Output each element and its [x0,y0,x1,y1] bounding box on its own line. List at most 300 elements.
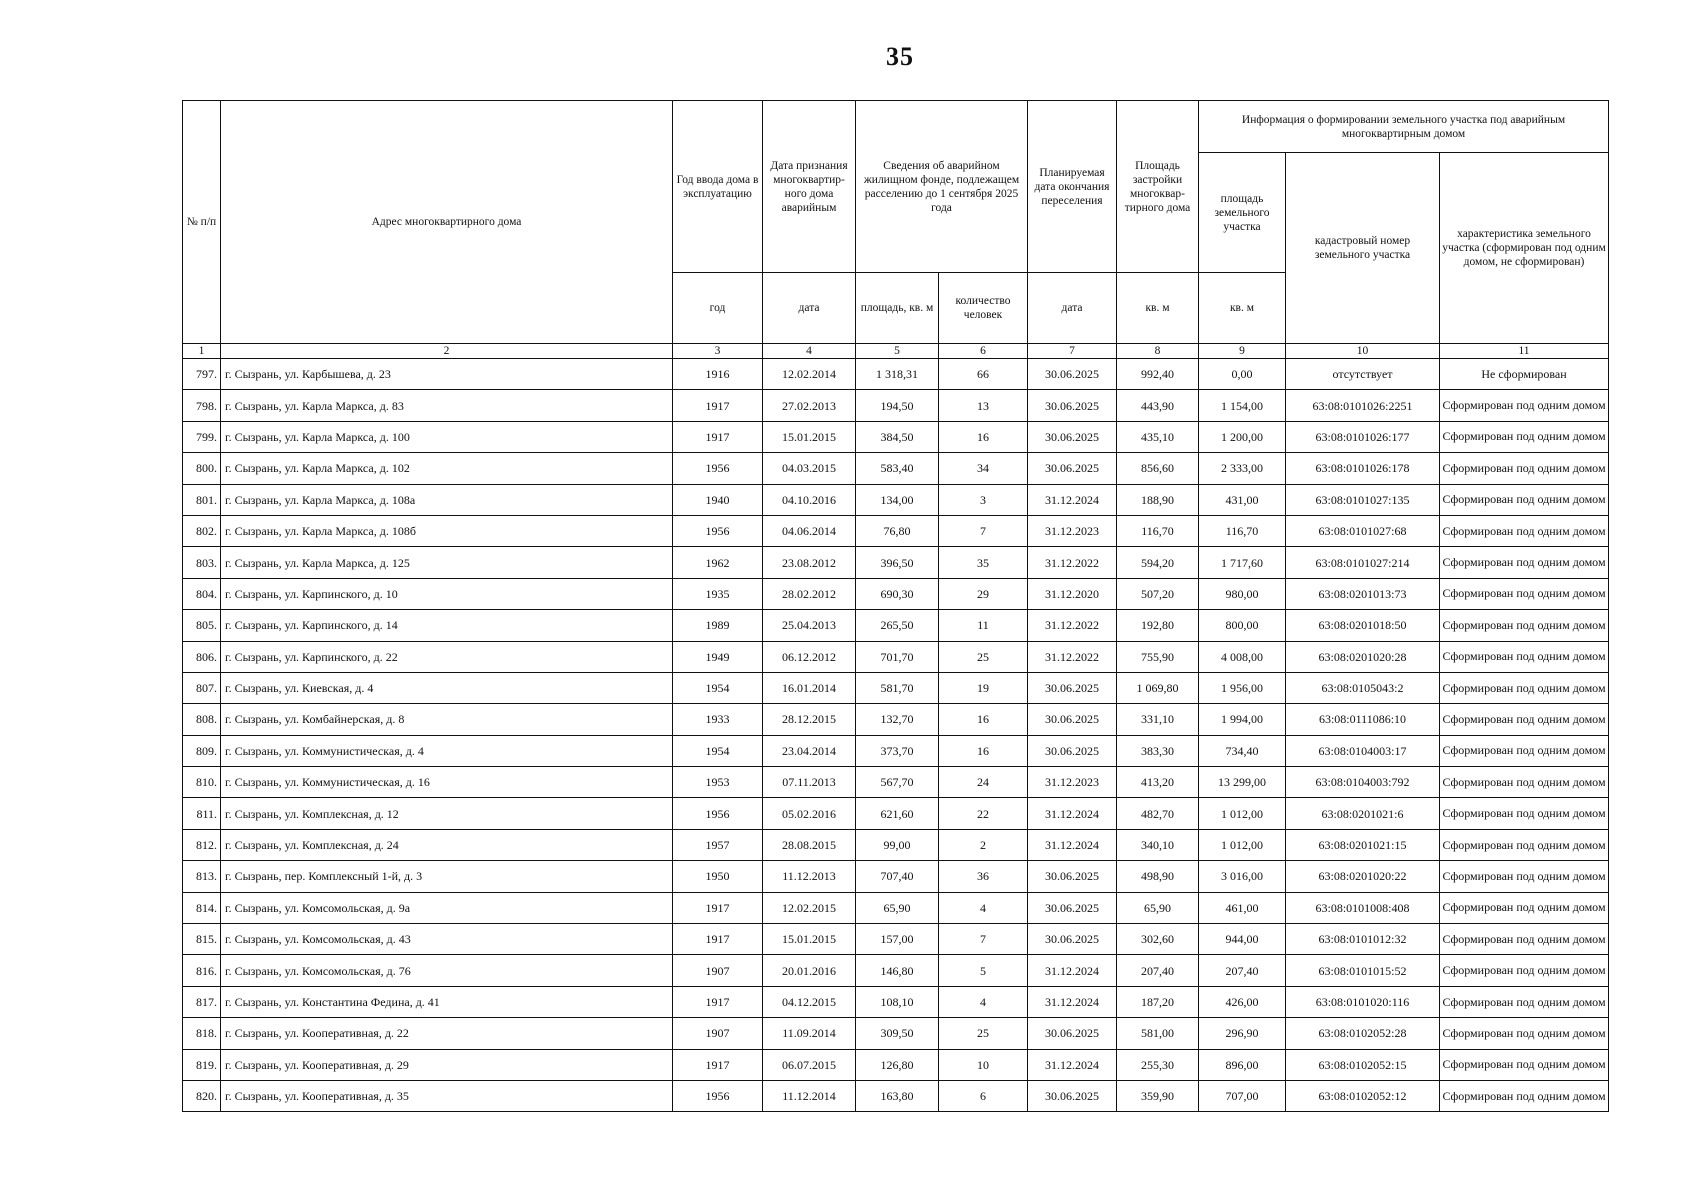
address-cell: г. Сызрань, ул. Карпинского, д. 10 [221,578,673,609]
emergency-date-cell: 16.01.2014 [763,672,856,703]
people-count-cell: 13 [939,390,1028,421]
planned-date-cell: 31.12.2023 [1028,515,1117,546]
people-count-cell: 19 [939,672,1028,703]
build-area-cell: 207,40 [1117,955,1199,986]
column-number: 9 [1199,344,1286,359]
column-number: 1 [183,344,221,359]
land-area-cell: 1 012,00 [1199,798,1286,829]
cadastral-number-cell: 63:08:0104003:17 [1286,735,1440,766]
emergency-area-cell: 99,00 [856,829,939,860]
year-cell: 1956 [673,1080,763,1111]
header-land-info: Информация о формировании земельного участка под аварийным многоквартирным домом [1199,101,1609,153]
build-area-cell: 435,10 [1117,421,1199,452]
year-cell: 1933 [673,704,763,735]
header-planned-date: Планируемая дата окончания переселения [1028,101,1117,273]
header-cadastral: кадастровый номер земельного участка [1286,153,1440,344]
year-cell: 1953 [673,767,763,798]
planned-date-cell: 30.06.2025 [1028,672,1117,703]
emergency-date-cell: 23.08.2012 [763,547,856,578]
people-count-cell: 11 [939,610,1028,641]
year-cell: 1954 [673,735,763,766]
address-cell: г. Сызрань, ул. Карла Маркса, д. 100 [221,421,673,452]
address-cell: г. Сызрань, ул. Коммунистическая, д. 16 [221,767,673,798]
planned-date-cell: 31.12.2024 [1028,798,1117,829]
emergency-date-cell: 27.02.2013 [763,390,856,421]
year-cell: 1935 [673,578,763,609]
table-row [183,1018,1609,1049]
table-row [183,1049,1609,1080]
emergency-date-cell: 04.10.2016 [763,484,856,515]
build-area-cell: 302,60 [1117,924,1199,955]
build-area-cell: 856,60 [1117,453,1199,484]
land-area-cell: 296,90 [1199,1018,1286,1049]
emergency-area-cell: 690,30 [856,578,939,609]
year-cell: 1949 [673,641,763,672]
year-cell: 1917 [673,986,763,1017]
land-status-cell: Сформирован под одним домом [1440,610,1609,641]
year-cell: 1917 [673,892,763,923]
land-area-cell: 431,00 [1199,484,1286,515]
address-cell: г. Сызрань, ул. Комплексная, д. 12 [221,798,673,829]
planned-date-cell: 31.12.2024 [1028,986,1117,1017]
unit-area: площадь, кв. м [856,273,939,344]
row-number: 818. [183,1018,221,1049]
unit-people: количество человек [939,273,1028,344]
row-number: 803. [183,547,221,578]
row-number: 815. [183,924,221,955]
table-row [183,892,1609,923]
table-row [183,672,1609,703]
planned-date-cell: 30.06.2025 [1028,453,1117,484]
people-count-cell: 16 [939,704,1028,735]
row-number: 797. [183,359,221,390]
cadastral-number-cell: 63:08:0201018:50 [1286,610,1440,641]
people-count-cell: 22 [939,798,1028,829]
address-cell: г. Сызрань, ул. Карла Маркса, д. 125 [221,547,673,578]
emergency-area-cell: 701,70 [856,641,939,672]
build-area-cell: 340,10 [1117,829,1199,860]
land-status-cell: Сформирован под одним домом [1440,578,1609,609]
table-row [183,421,1609,452]
emergency-date-cell: 23.04.2014 [763,735,856,766]
build-area-cell: 255,30 [1117,1049,1199,1080]
planned-date-cell: 30.06.2025 [1028,390,1117,421]
land-area-cell: 1 956,00 [1199,672,1286,703]
build-area-cell: 192,80 [1117,610,1199,641]
emergency-area-cell: 373,70 [856,735,939,766]
planned-date-cell: 31.12.2022 [1028,610,1117,641]
emergency-date-cell: 28.08.2015 [763,829,856,860]
unit-year: год [673,273,763,344]
row-number: 810. [183,767,221,798]
table-row [183,861,1609,892]
emergency-area-cell: 65,90 [856,892,939,923]
planned-date-cell: 30.06.2025 [1028,704,1117,735]
unit-build-area: кв. м [1117,273,1199,344]
table-row [183,610,1609,641]
planned-date-cell: 31.12.2024 [1028,829,1117,860]
land-status-cell: Сформирован под одним домом [1440,1049,1609,1080]
land-area-cell: 707,00 [1199,1080,1286,1111]
row-number: 804. [183,578,221,609]
cadastral-number-cell: 63:08:0201020:28 [1286,641,1440,672]
cadastral-number-cell: 63:08:0201021:6 [1286,798,1440,829]
land-area-cell: 2 333,00 [1199,453,1286,484]
planned-date-cell: 30.06.2025 [1028,1018,1117,1049]
address-cell: г. Сызрань, ул. Комплексная, д. 24 [221,829,673,860]
people-count-cell: 24 [939,767,1028,798]
address-cell: г. Сызрань, ул. Кооперативная, д. 35 [221,1080,673,1111]
land-area-cell: 1 717,60 [1199,547,1286,578]
row-number: 807. [183,672,221,703]
build-area-cell: 443,90 [1117,390,1199,421]
build-area-cell: 359,90 [1117,1080,1199,1111]
emergency-date-cell: 06.07.2015 [763,1049,856,1080]
cadastral-number-cell: отсутствует [1286,359,1440,390]
row-number: 798. [183,390,221,421]
land-status-cell: Сформирован под одним домом [1440,798,1609,829]
land-status-cell: Сформирован под одним домом [1440,767,1609,798]
year-cell: 1917 [673,421,763,452]
row-number: 820. [183,1080,221,1111]
emergency-area-cell: 581,70 [856,672,939,703]
land-status-cell: Сформирован под одним домом [1440,1018,1609,1049]
land-area-cell: 3 016,00 [1199,861,1286,892]
emergency-date-cell: 05.02.2016 [763,798,856,829]
planned-date-cell: 31.12.2023 [1028,767,1117,798]
emergency-date-cell: 12.02.2015 [763,892,856,923]
land-status-cell: Сформирован под одним домом [1440,924,1609,955]
cadastral-number-cell: 63:08:0101027:68 [1286,515,1440,546]
row-number: 811. [183,798,221,829]
build-area-cell: 1 069,80 [1117,672,1199,703]
row-number: 812. [183,829,221,860]
people-count-cell: 34 [939,453,1028,484]
land-status-cell: Не сформирован [1440,359,1609,390]
build-area-cell: 188,90 [1117,484,1199,515]
cadastral-number-cell: 63:08:0201021:15 [1286,829,1440,860]
land-status-cell: Сформирован под одним домом [1440,421,1609,452]
row-number: 816. [183,955,221,986]
emergency-area-cell: 707,40 [856,861,939,892]
land-area-cell: 116,70 [1199,515,1286,546]
year-cell: 1956 [673,515,763,546]
year-cell: 1917 [673,1049,763,1080]
planned-date-cell: 31.12.2024 [1028,955,1117,986]
land-status-cell: Сформирован под одним домом [1440,986,1609,1017]
land-status-cell: Сформирован под одним домом [1440,861,1609,892]
year-cell: 1950 [673,861,763,892]
build-area-cell: 413,20 [1117,767,1199,798]
emergency-area-cell: 621,60 [856,798,939,829]
column-number: 11 [1440,344,1609,359]
land-status-cell: Сформирован под одним домом [1440,704,1609,735]
cadastral-number-cell: 63:08:0102052:12 [1286,1080,1440,1111]
land-area-cell: 800,00 [1199,610,1286,641]
emergency-date-cell: 15.01.2015 [763,421,856,452]
people-count-cell: 7 [939,924,1028,955]
column-number: 2 [221,344,673,359]
build-area-cell: 383,30 [1117,735,1199,766]
page-number: 35 [886,42,914,71]
land-status-cell: Сформирован под одним домом [1440,515,1609,546]
table-row [183,704,1609,735]
address-cell: г. Сызрань, ул. Карпинского, д. 14 [221,610,673,641]
emergency-area-cell: 1 318,31 [856,359,939,390]
emergency-area-cell: 157,00 [856,924,939,955]
land-status-cell: Сформирован под одним домом [1440,453,1609,484]
unit-planned-date: дата [1028,273,1117,344]
address-cell: г. Сызрань, ул. Карбышева, д. 23 [221,359,673,390]
header-land-status: характеристика земельного участка (сформирован под одним домом, не сформирован) [1440,153,1609,344]
land-status-cell: Сформирован под одним домом [1440,390,1609,421]
header-number: № п/п [183,101,221,344]
emergency-date-cell: 12.02.2014 [763,359,856,390]
planned-date-cell: 31.12.2022 [1028,547,1117,578]
address-cell: г. Сызрань, ул. Карла Маркса, д. 83 [221,390,673,421]
land-area-cell: 1 154,00 [1199,390,1286,421]
planned-date-cell: 30.06.2025 [1028,861,1117,892]
people-count-cell: 25 [939,1018,1028,1049]
land-status-cell: Сформирован под одним домом [1440,641,1609,672]
header-emergency-info: Сведения об аварийном жилищном фонде, подлежащем расселению до 1 сентября 2025 года [856,101,1028,273]
year-cell: 1940 [673,484,763,515]
address-cell: г. Сызрань, ул. Комбайнерская, д. 8 [221,704,673,735]
column-number: 6 [939,344,1028,359]
row-number: 805. [183,610,221,641]
unit-date: дата [763,273,856,344]
emergency-area-cell: 146,80 [856,955,939,986]
cadastral-number-cell: 63:08:0101020:116 [1286,986,1440,1017]
emergency-area-cell: 265,50 [856,610,939,641]
cadastral-number-cell: 63:08:0102052:15 [1286,1049,1440,1080]
people-count-cell: 6 [939,1080,1028,1111]
row-number: 801. [183,484,221,515]
build-area-cell: 992,40 [1117,359,1199,390]
column-number: 10 [1286,344,1440,359]
land-area-cell: 1 200,00 [1199,421,1286,452]
land-status-cell: Сформирован под одним домом [1440,484,1609,515]
emergency-area-cell: 396,50 [856,547,939,578]
emergency-date-cell: 20.01.2016 [763,955,856,986]
land-status-cell: Сформирован под одним домом [1440,892,1609,923]
build-area-cell: 498,90 [1117,861,1199,892]
address-cell: г. Сызрань, ул. Кооперативная, д. 22 [221,1018,673,1049]
column-number: 7 [1028,344,1117,359]
table-row [183,578,1609,609]
table-row [183,1080,1609,1111]
people-count-cell: 25 [939,641,1028,672]
table-row [183,390,1609,421]
table-row [183,955,1609,986]
planned-date-cell: 30.06.2025 [1028,735,1117,766]
column-number: 3 [673,344,763,359]
emergency-date-cell: 11.12.2013 [763,861,856,892]
year-cell: 1957 [673,829,763,860]
people-count-cell: 3 [939,484,1028,515]
emergency-area-cell: 134,00 [856,484,939,515]
table-row [183,829,1609,860]
header-address: Адрес многоквартирного дома [221,101,673,344]
land-area-cell: 1 994,00 [1199,704,1286,735]
cadastral-number-cell: 63:08:0201013:73 [1286,578,1440,609]
cadastral-number-cell: 63:08:0101026:2251 [1286,390,1440,421]
land-area-cell: 896,00 [1199,1049,1286,1080]
header-year: Год ввода дома в эксплуатацию [673,101,763,273]
build-area-cell: 187,20 [1117,986,1199,1017]
land-area-cell: 734,40 [1199,735,1286,766]
build-area-cell: 116,70 [1117,515,1199,546]
build-area-cell: 331,10 [1117,704,1199,735]
emergency-date-cell: 11.12.2014 [763,1080,856,1111]
row-number: 802. [183,515,221,546]
cadastral-number-cell: 63:08:0101012:32 [1286,924,1440,955]
people-count-cell: 16 [939,421,1028,452]
table-row [183,453,1609,484]
address-cell: г. Сызрань, ул. Карпинского, д. 22 [221,641,673,672]
land-status-cell: Сформирован под одним домом [1440,1080,1609,1111]
cadastral-number-cell: 63:08:0105043:2 [1286,672,1440,703]
build-area-cell: 594,20 [1117,547,1199,578]
build-area-cell: 507,20 [1117,578,1199,609]
people-count-cell: 16 [939,735,1028,766]
emergency-area-cell: 384,50 [856,421,939,452]
land-area-cell: 944,00 [1199,924,1286,955]
row-number: 817. [183,986,221,1017]
land-status-cell: Сформирован под одним домом [1440,829,1609,860]
planned-date-cell: 30.06.2025 [1028,1080,1117,1111]
address-cell: г. Сызрань, ул. Комсомольская, д. 43 [221,924,673,955]
table-row [183,359,1609,390]
table-row [183,924,1609,955]
land-status-cell: Сформирован под одним домом [1440,955,1609,986]
year-cell: 1954 [673,672,763,703]
row-number: 800. [183,453,221,484]
emergency-area-cell: 194,50 [856,390,939,421]
emergency-area-cell: 309,50 [856,1018,939,1049]
land-status-cell: Сформирован под одним домом [1440,672,1609,703]
cadastral-number-cell: 63:08:0201020:22 [1286,861,1440,892]
table-row [183,767,1609,798]
emergency-area-cell: 126,80 [856,1049,939,1080]
column-number: 4 [763,344,856,359]
people-count-cell: 7 [939,515,1028,546]
people-count-cell: 35 [939,547,1028,578]
row-number: 809. [183,735,221,766]
column-number: 8 [1117,344,1199,359]
year-cell: 1907 [673,1018,763,1049]
column-number: 5 [856,344,939,359]
land-area-cell: 461,00 [1199,892,1286,923]
year-cell: 1962 [673,547,763,578]
emergency-date-cell: 11.09.2014 [763,1018,856,1049]
address-cell: г. Сызрань, ул. Комсомольская, д. 76 [221,955,673,986]
cadastral-number-cell: 63:08:0101026:178 [1286,453,1440,484]
land-status-cell: Сформирован под одним домом [1440,735,1609,766]
land-area-cell: 4 008,00 [1199,641,1286,672]
table-row [183,798,1609,829]
cadastral-number-cell: 63:08:0101008:408 [1286,892,1440,923]
row-number: 806. [183,641,221,672]
table-body [183,359,1609,1112]
address-cell: г. Сызрань, ул. Карла Маркса, д. 108б [221,515,673,546]
build-area-cell: 581,00 [1117,1018,1199,1049]
planned-date-cell: 30.06.2025 [1028,924,1117,955]
cadastral-number-cell: 63:08:0101027:135 [1286,484,1440,515]
row-number: 813. [183,861,221,892]
emergency-area-cell: 108,10 [856,986,939,1017]
land-area-cell: 426,00 [1199,986,1286,1017]
header-build-area: Площадь застройки многоквар-тирного дома [1117,101,1199,273]
planned-date-cell: 31.12.2022 [1028,641,1117,672]
table-row [183,515,1609,546]
address-cell: г. Сызрань, ул. Карла Маркса, д. 102 [221,453,673,484]
row-number: 808. [183,704,221,735]
people-count-cell: 2 [939,829,1028,860]
build-area-cell: 755,90 [1117,641,1199,672]
emergency-area-cell: 567,70 [856,767,939,798]
column-number-row [183,344,1609,359]
build-area-cell: 482,70 [1117,798,1199,829]
planned-date-cell: 31.12.2024 [1028,484,1117,515]
people-count-cell: 4 [939,986,1028,1017]
people-count-cell: 5 [939,955,1028,986]
table-row [183,547,1609,578]
header-emergency-date: Дата признания многоквартир-ного дома аварийным [763,101,856,273]
emergency-date-cell: 07.11.2013 [763,767,856,798]
emergency-housing-table [182,100,1609,1112]
emergency-date-cell: 06.12.2012 [763,641,856,672]
cadastral-number-cell: 63:08:0102052:28 [1286,1018,1440,1049]
year-cell: 1917 [673,924,763,955]
emergency-area-cell: 76,80 [856,515,939,546]
emergency-date-cell: 04.03.2015 [763,453,856,484]
emergency-date-cell: 15.01.2015 [763,924,856,955]
year-cell: 1956 [673,798,763,829]
unit-land-area: кв. м [1199,273,1286,344]
year-cell: 1916 [673,359,763,390]
emergency-area-cell: 583,40 [856,453,939,484]
planned-date-cell: 30.06.2025 [1028,359,1117,390]
row-number: 819. [183,1049,221,1080]
emergency-date-cell: 28.02.2012 [763,578,856,609]
people-count-cell: 66 [939,359,1028,390]
land-area-cell: 980,00 [1199,578,1286,609]
planned-date-cell: 30.06.2025 [1028,421,1117,452]
address-cell: г. Сызрань, ул. Константина Федина, д. 41 [221,986,673,1017]
people-count-cell: 36 [939,861,1028,892]
cadastral-number-cell: 63:08:0101026:177 [1286,421,1440,452]
emergency-date-cell: 04.06.2014 [763,515,856,546]
emergency-area-cell: 163,80 [856,1080,939,1111]
address-cell: г. Сызрань, ул. Кооперативная, д. 29 [221,1049,673,1080]
table-row [183,484,1609,515]
cadastral-number-cell: 63:08:0101027:214 [1286,547,1440,578]
year-cell: 1989 [673,610,763,641]
table-row [183,641,1609,672]
land-area-cell: 1 012,00 [1199,829,1286,860]
address-cell: г. Сызрань, ул. Киевская, д. 4 [221,672,673,703]
emergency-date-cell: 25.04.2013 [763,610,856,641]
cadastral-number-cell: 63:08:0111086:10 [1286,704,1440,735]
address-cell: г. Сызрань, пер. Комплексный 1-й, д. 3 [221,861,673,892]
land-area-cell: 207,40 [1199,955,1286,986]
address-cell: г. Сызрань, ул. Комсомольская, д. 9а [221,892,673,923]
people-count-cell: 29 [939,578,1028,609]
land-status-cell: Сформирован под одним домом [1440,547,1609,578]
row-number: 799. [183,421,221,452]
table-row [183,986,1609,1017]
